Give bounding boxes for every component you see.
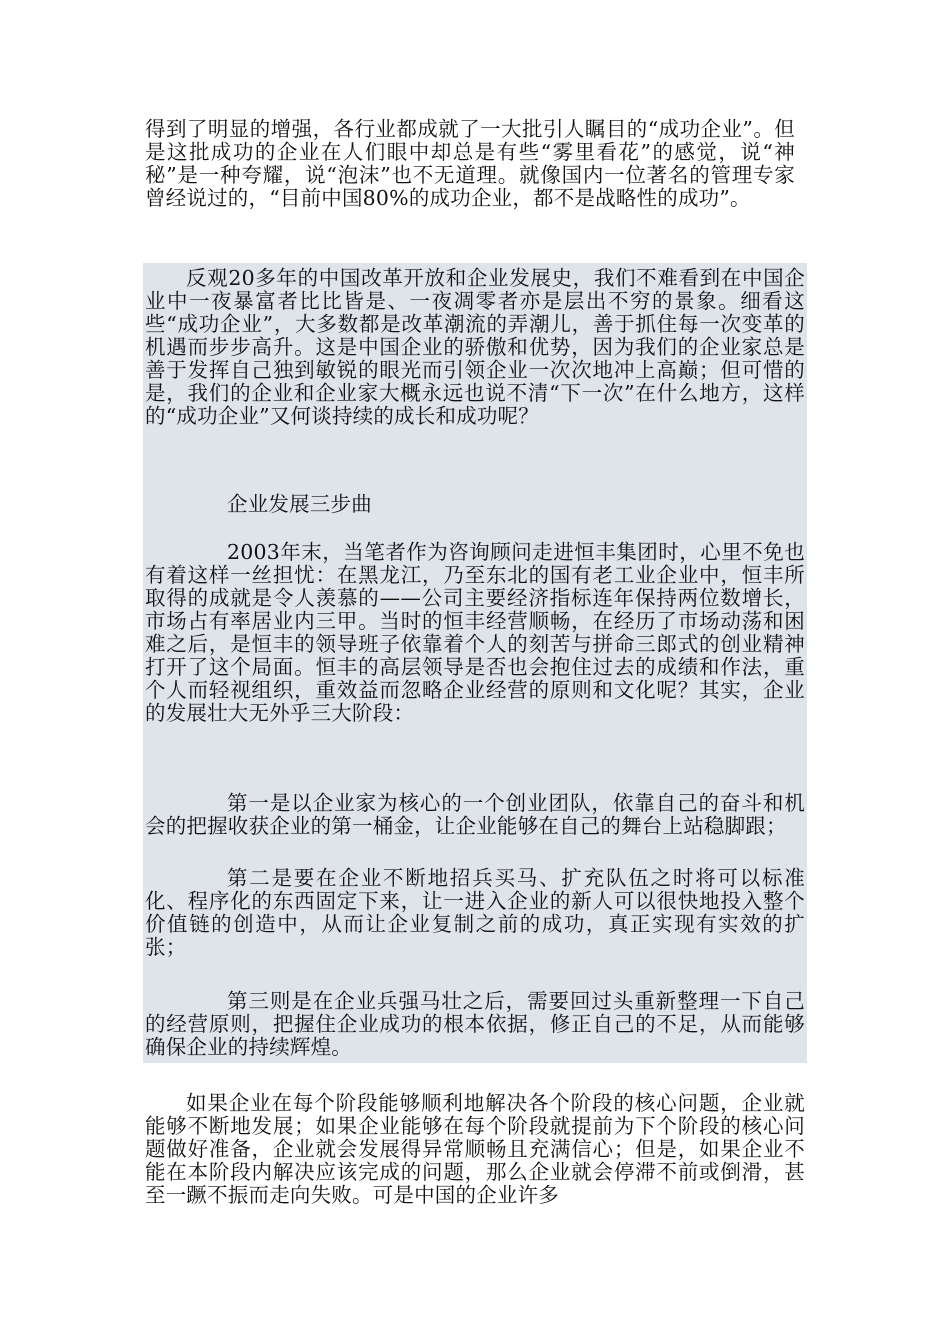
- paragraph-intro: 得到了明显的增强，各行业都成就了一大批引人瞩目的“成功企业”。但是这批成功的企业在人们眼中却总是有些“雾里看花”的感觉，说“神秘”是一种夸耀，说“泡沫”也不无道理。就像国内一位著名的管理专家曾经说过的，“目前中国80%的成功企业，都不是战略性的成功”。: [145, 117, 795, 210]
- section-heading: 企业发展三步曲: [227, 492, 372, 516]
- paragraph-stage-two: 第二是要在企业不断地招兵买马、扩充队伍之时将可以标准化、程序化的东西固定下来，让一进入企业的新人可以很快地投入整个价值链的创造中，从而让企业复制之前的成功，真正实现有实效的扩张；: [145, 866, 805, 959]
- paragraph-stage-three: 第三则是在企业兵强马壮之后，需要回过头重新整理一下自己的经营原则，把握住企业成功的根本依据，修正自己的不足，从而能够确保企业的持续辉煌。: [145, 989, 805, 1059]
- paragraph-hengfeng: 2003年末，当笔者作为咨询顾问走进恒丰集团时，心里不免也有着这样一丝担忧：在黑龙江，乃至东北的国有老工业企业中，恒丰所取得的成就是令人羡慕的——公司主要经济指标连年保持两位数增长，市场占有率居业内三甲。当时的恒丰经营顺畅，在经历了市场动荡和困难之后，是恒丰的领导班子依靠着个人的刻苦与拼命三郎式的创业精神打开了这个局面。恒丰的高层领导是否也会抱住过去的成绩和作法，重个人而轻视组织，重效益而忽略企业经营的原则和文化呢？其实，企业的发展壮大无外乎三大阶段：: [145, 540, 805, 725]
- paragraph-reform-history: 反观20多年的中国改革开放和企业发展史，我们不难看到在中国企业中一夜暴富者比比皆是、一夜凋零者亦是层出不穷的景象。细看这些“成功企业”，大多数都是改革潮流的弄潮儿，善于抓住每一次变革的机遇而步步高升。这是中国企业的骄傲和优势，因为我们的企业家总是善于发挥自己独到敏锐的眼光而引领企业一次次地冲上高巅；但可惜的是，我们的企业和企业家大概永远也说不清“下一次”在什么地方，这样的“成功企业”又何谈持续的成长和成功呢？: [145, 266, 805, 428]
- paragraph-stage-one: 第一是以企业家为核心的一个创业团队，依靠自己的奋斗和机会的把握收获企业的第一桶金，让企业能够在自己的舞台上站稳脚跟；: [145, 791, 805, 838]
- paragraph-conclusion: 如果企业在每个阶段能够顺利地解决各个阶段的核心问题，企业就能够不断地发展；如果企业能够在每个阶段就提前为下个阶段的核心问题做好准备，企业就会发展得异常顺畅且充满信心；但是，如果企业不能在本阶段内解决应该完成的问题，那么企业就会停滞不前或倒滑，甚至一蹶不振而走向失败。可是中国的企业许多: [145, 1091, 805, 1207]
